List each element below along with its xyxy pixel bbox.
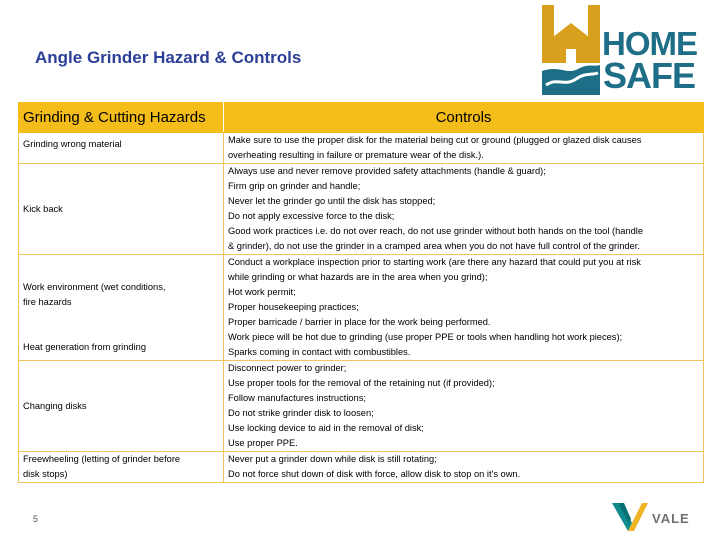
- control-line: Proper barricade / barrier in place for the work being performed.: [228, 317, 491, 327]
- controls-cell: [224, 133, 704, 164]
- control-line: overheating resulting in failure or premature wear of the disk.).: [228, 150, 484, 160]
- control-line: Good work practices i.e. do not over reach, do not use grinder without both hands on the tool (handle: [228, 226, 644, 236]
- control-line: Never put a grinder down while disk is still rotating;: [228, 454, 437, 464]
- controls-cell: [224, 164, 704, 255]
- page-number: 5: [33, 514, 39, 524]
- hazard-cell: [19, 133, 224, 164]
- hazard-cell: [19, 255, 224, 361]
- logo-text-home: HOME: [602, 25, 697, 62]
- control-line: & grinder), do not use the grinder in a cramped area when you do not have full control of the grinder.: [228, 241, 640, 251]
- table-row: [19, 452, 704, 483]
- hazard-controls-table: [18, 102, 704, 483]
- control-line: Do not apply excessive force to the disk;: [228, 211, 395, 221]
- table-header-row: [19, 103, 704, 133]
- control-line: Use locking device to aid in the removal of disk;: [228, 423, 424, 433]
- control-line: Firm grip on grinder and handle;: [228, 181, 361, 191]
- control-line: Hot work permit;: [228, 287, 296, 297]
- header-hazards: Grinding & Cutting Hazards: [19, 103, 224, 133]
- hazard-cell: [19, 452, 224, 483]
- header-controls: Controls: [224, 103, 704, 133]
- table-row: [19, 255, 704, 361]
- control-line: Work piece will be hot due to grinding (use proper PPE or tools when handling hot work pieces);: [228, 332, 623, 342]
- control-line: Sparks coming in contact with combustibles.: [228, 347, 411, 357]
- control-line: while grinding or what hazards are in the area when you grind);: [228, 272, 488, 282]
- table-row: [19, 164, 704, 255]
- hazard-cell: [19, 361, 224, 452]
- page-title: Angle Grinder Hazard & Controls: [35, 48, 302, 67]
- hazard-label: Changing disks: [23, 400, 87, 411]
- hazard-label: Kick back: [23, 203, 63, 214]
- control-line: Proper housekeeping practices;: [228, 302, 359, 312]
- hazard-label: disk stops): [23, 469, 68, 479]
- hazard-label: Heat generation from grinding: [23, 342, 146, 352]
- control-line: Make sure to use the proper disk for the material being cut or ground (plugged or glazed disk causes: [228, 135, 642, 145]
- controls-cell: [224, 255, 704, 361]
- table-row: [19, 133, 704, 164]
- hazard-label: Work environment (wet conditions,: [23, 282, 166, 292]
- control-line: Disconnect power to grinder;: [228, 363, 347, 373]
- controls-cell: [224, 361, 704, 452]
- vale-logo-icon: [612, 501, 648, 531]
- hazard-label: fire hazards: [23, 297, 72, 307]
- table-row: [19, 361, 704, 452]
- hazard-cell: [19, 164, 224, 255]
- hazard-label: Grinding wrong material: [23, 139, 122, 149]
- control-line: Always use and never remove provided safety attachments (handle & guard);: [228, 166, 546, 176]
- control-line: Never let the grinder go until the disk has stopped;: [228, 196, 436, 206]
- logo-text-safe: SAFE: [603, 55, 696, 96]
- control-line: Do not force shut down of disk with force, allow disk to stop on it's own.: [228, 469, 521, 479]
- control-line: Use proper tools for the removal of the retaining nut (if provided);: [228, 378, 495, 388]
- vale-logo-text: VALE: [652, 511, 690, 526]
- controls-cell: [224, 452, 704, 483]
- hazard-label: Freewheeling (letting of grinder before: [23, 454, 181, 464]
- control-line: Use proper PPE.: [228, 438, 298, 448]
- control-line: Do not strike grinder disk to loosen;: [228, 408, 374, 418]
- control-line: Conduct a workplace inspection prior to starting work (are there any hazard that could put you at risk: [228, 257, 641, 267]
- control-line: Follow manufactures instructions;: [228, 393, 366, 403]
- logo-house-door: [566, 49, 576, 63]
